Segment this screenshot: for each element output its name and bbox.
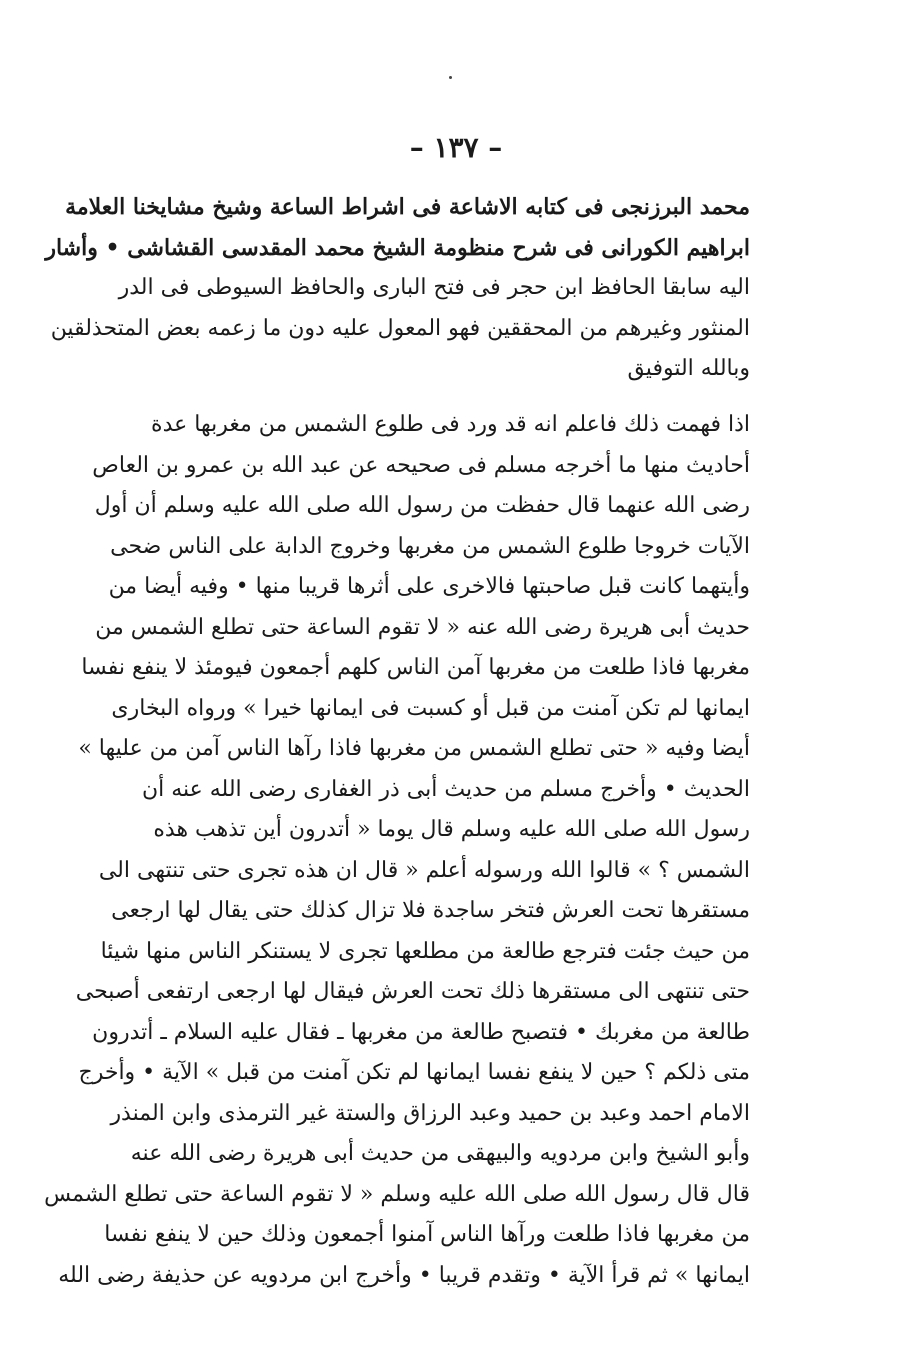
text-line: الشمس ؟ » قالوا الله ورسوله أعلم « قال ان هذه تجرى حتى تنتهى الى [98,857,750,883]
text-line: رضى الله عنهما قال حفظت من رسول الله صلى الله عليه وسلم أن أول [94,493,750,518]
text-line: اذا فهمت ذلك فاعلم انه قد ورد فى طلوع الشمس من مغربها عدة [151,412,750,437]
text-line: ايمانها » ثم قرأ الآية • وتقدم قريبا • وأخرج ابن مردويه عن حذيفة رضى الله [58,1262,750,1288]
paragraph-2 [44,405,750,1296]
text-line: أحاديث منها ما أخرجه مسلم فى صحيحه عن عبد الله بن عمرو بن العاص [92,452,750,478]
text-line: الآيات خروجا طلوع الشمس من مغربها وخروج الدابة على الناس ضحى [110,533,750,559]
text-line: ايمانها لم تكن آمنت من قبل أو كسبت فى ايمانها خيرا » ورواه البخارى [111,695,750,721]
text-line: من حيث جئت فترجع طالعة من مطلعها تجرى لا يستنكر الناس منها شيئا [100,938,750,964]
text-line: وأبو الشيخ وابن مردويه والبيهقى من حديث أبى هريرة رضى الله عنه [130,1141,750,1166]
text-line: حديث أبى هريرة رضى الله عنه « لا تقوم الساعة حتى تطلع الشمس من [95,614,750,640]
page-number: – ١٣٧ – [409,131,503,164]
text-line: متى ذلكم ؟ حين لا ينفع نفسا ايمانها لم تكن آمنت من قبل » الآية • وأخرج [78,1060,750,1085]
text-line: أيضا وفيه « حتى تطلع الشمس من مغربها فاذا رآها الناس آمن من عليها » [78,736,750,761]
text-line: قال قال رسول الله صلى الله عليه وسلم « لا تقوم الساعة حتى تطلع الشمس [44,1181,750,1207]
text-line: وأيتهما كانت قبل صاحبتها فالاخرى على أثرها قريبا منها • وفيه أيضا من [108,574,750,599]
text-line: رسول الله صلى الله عليه وسلم قال يوما « أتدرون أين تذهب هذه [153,817,750,842]
text-line: حتى تنتهى الى مستقرها ذلك تحت العرش فيقال لها ارجعى ارتفعى أصبحى [75,979,750,1004]
text-line: طالعة من مغربك • فتصبح طالعة من مغربها ـ فقال عليه السلام ـ أتدرون [92,1019,750,1045]
text-line: ابراهيم الكورانى فى شرح منظومة الشيخ محمد المقدسى القشاشى • وأشار [45,234,750,261]
text-line: مستقرها تحت العرش فتخر ساجدة فلا تزال كذلك حتى يقال لها ارجعى [111,898,750,923]
text-line: اليه سابقا الحافظ ابن حجر فى فتح البارى والحافظ السيوطى فى الدر [118,275,750,300]
paragraph-1 [45,187,750,390]
text-line: الحديث • وأخرج مسلم من حديث أبى ذر الغفارى رضى الله عنه أن [141,776,750,802]
ink-speck [449,76,452,79]
text-line: المنثور وغيرهم من المحققين فهو المعول عليه دون ما زعمه بعض المتحذلقين [50,315,750,341]
text-line: وبالله التوفيق [627,356,750,381]
text-line: من مغربها فاذا طلعت ورآها الناس آمنوا أجمعون وذلك حين لا ينفع نفسا [104,1222,750,1247]
text-line: محمد البرزنجى فى كتابه الاشاعة فى اشراط الساعة وشيخ مشايخنا العلامة [65,194,750,220]
text-line: مغربها فاذا طلعت من مغربها آمن الناس كلهم أجمعون فيومئذ لا ينفع نفسا [81,655,750,680]
text-line: الامام احمد وعبد بن حميد وعبد الرزاق والستة غير الترمذى وابن المنذر [110,1100,750,1126]
